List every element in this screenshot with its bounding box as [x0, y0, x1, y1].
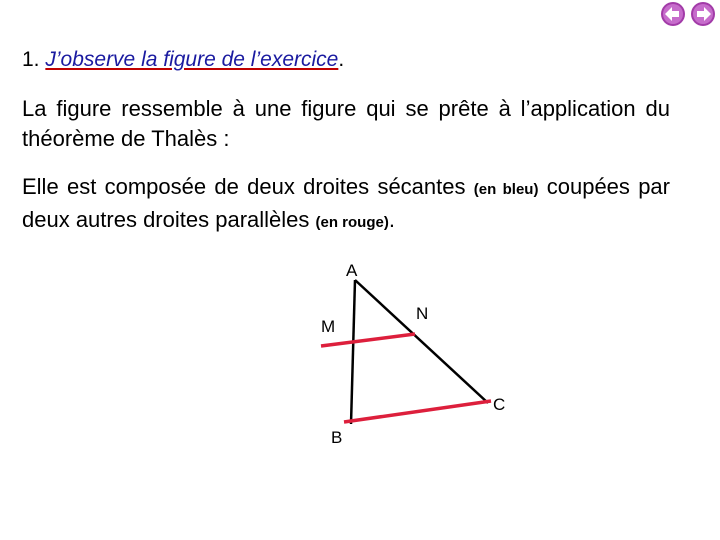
point-label-b: B [331, 428, 343, 447]
note-blue: (en bleu) [473, 181, 539, 198]
title-text: J’observe la figure de l’exercice [45, 48, 339, 71]
point-label-n: N [416, 304, 429, 323]
point-label-a: A [346, 261, 358, 280]
secant-line-ab [351, 280, 355, 424]
paragraph-part1: Elle est composée de deux droites sécantes [22, 174, 474, 199]
point-label-m: M [321, 317, 336, 336]
title-number: 1. [22, 48, 40, 71]
title-end: . [338, 48, 345, 71]
parallel-line-bc [344, 401, 491, 422]
note-red: (en rouge) [315, 214, 389, 231]
paragraph-end: . [388, 207, 395, 232]
paragraph-part2: coupées par deux autres droites parallèles [22, 174, 670, 232]
point-label-c: C [493, 395, 506, 414]
secant-line-ac [355, 280, 488, 403]
paragraph-intro: La figure ressemble à une figure qui se prête à l’application du théorème de Thalès : [22, 96, 670, 151]
